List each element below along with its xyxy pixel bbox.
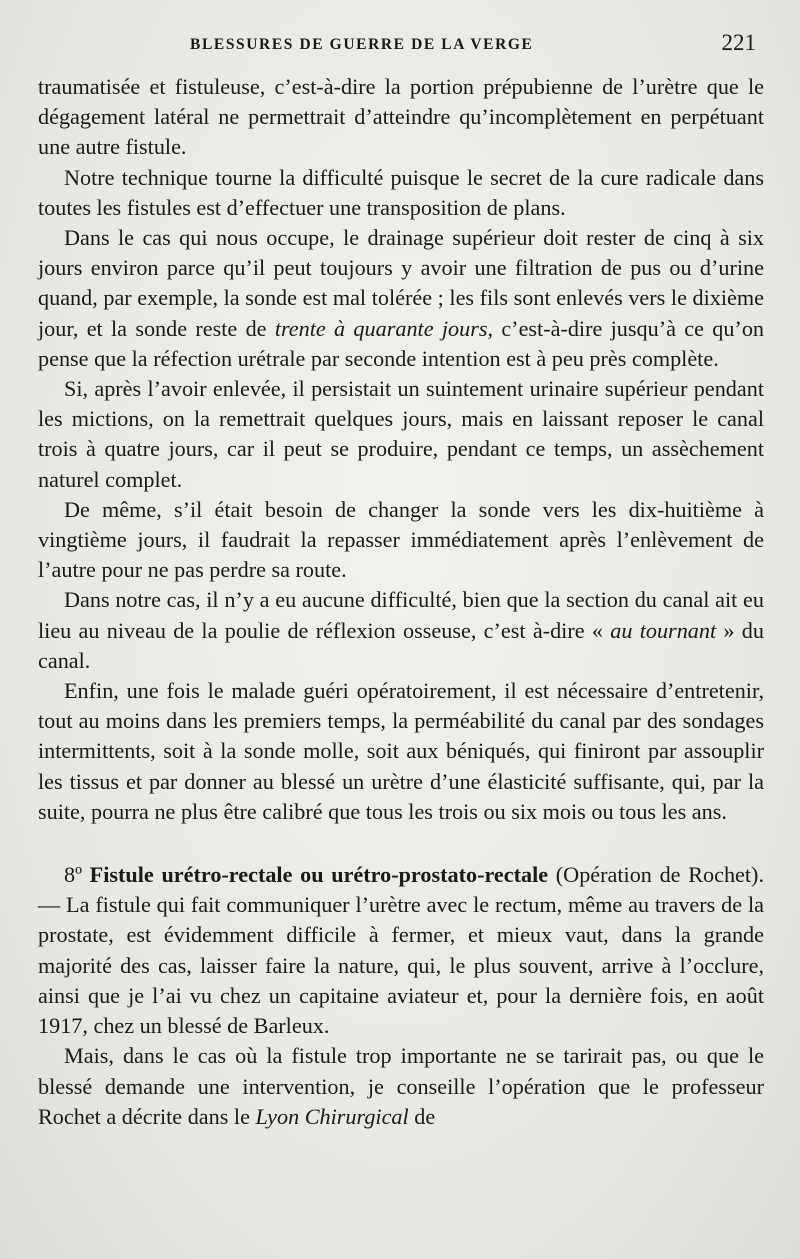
paragraph-text: Dans notre cas, il n’y a eu aucune difficulté, bien que la section du canal ait eu lieu au niveau de la poulie de réflexion osseuse, c’est à-dire « — [38, 587, 764, 643]
paragraph — [38, 1041, 764, 1132]
section-title: Fistule urétro-rectale ou urétro-prostato-rectale — [89, 862, 549, 888]
paragraph-text: , c’est-à-dire jusqu’à ce qu’on pense que la réfection urétrale par seconde intention est à peu près complète. — [38, 315, 765, 371]
journal-title: Lyon Chirurgical — [255, 1103, 409, 1129]
paragraph-text: Mais, dans le cas où la fistule trop importante ne se tarirait pas, ou que le blessé demande une intervention, je conseille l’opération que le professeur Rochet a décrite dans le — [38, 1043, 764, 1129]
section-number: 8º — [64, 862, 82, 888]
section-spacer — [38, 827, 764, 860]
section-text: — La fistule qui fait communiquer l’urètre avec le rectum, même au travers de la prostate, est évidemment difficile à fermer, et mieux vaut, dans la grande majorité des cas, laisser faire la nature, qui, le plus souvent, arrive à l’occlure, ainsi que je l’ai vu chez un capitaine aviateur et, pour la dernière fois, en août 1917, chez un blessé de Barleux. — [38, 892, 764, 1039]
section-paragraph — [38, 860, 764, 1041]
paragraph — [38, 163, 764, 223]
paragraph-text: de — [408, 1103, 436, 1129]
paragraph — [38, 495, 764, 586]
paragraph-text: traumatisée et fistuleuse, c’est-à-dire la portion prépubienne de l’urètre que le dégagement latéral ne permettrait d’atteindre qu’incomplètement en perpétuant une autre fistule. — [38, 74, 764, 160]
paragraph — [38, 223, 764, 374]
page-number: 221 — [721, 30, 756, 55]
paragraph-text: » du canal. — [38, 617, 764, 673]
paragraph-text: Enfin, une fois le malade guéri opératoirement, il est nécessaire d’entretenir, tout au moins dans les premiers temps, la perméabilité du canal par des sondages intermittents, soit à la sonde molle, soit aux béniqués, qui finiront par assouplir les tissus et par donner au blessé un urètre d’une élasticité suffisante, qui, par la suite, pourra ne plus être calibré que tous les trois ou six mois ou tous les ans. — [38, 678, 764, 824]
running-title: BLESSURES DE GUERRE DE LA VERGE — [190, 36, 534, 53]
emphasis-text: trente à quarante jours — [274, 315, 488, 341]
running-head — [38, 30, 764, 72]
body-text — [38, 72, 764, 1132]
paragraph-text: Notre technique tourne la difficulté puisque le secret de la cure radicale dans toutes les fistules est d’effectuer une transposition de plans. — [38, 164, 764, 220]
paragraph-text: De même, s’il était besoin de changer la sonde vers les dix-huitième à vingtième jours, il faudrait la repasser immédiatement après l’enlèvement de l’autre pour ne pas perdre sa route. — [38, 496, 764, 583]
paragraph — [38, 374, 764, 495]
paragraph-text: Dans le cas qui nous occupe, le drainage supérieur doit rester de cinq à six jours environ parce qu’il peut toujours y avoir une filtration de pus ou d’urine quand, par exemple, la sonde est mal tolérée ; les fils sont enlevés vers le dixième jour, et la sonde reste de — [38, 225, 764, 341]
paragraph-text: Si, après l’avoir enlevée, il persistait un suintement urinaire supérieur pendant les mictions, on la remettrait quelques jours, mais en laissant reposer le canal trois à quatre jours, car il peut se produire, pendant ce temps, un assèchement naturel complet. — [38, 376, 764, 492]
emphasis-text: au tournant — [610, 617, 717, 643]
section-operation: (Opération de Rochet). — [555, 862, 764, 888]
paragraph — [38, 585, 764, 676]
paragraph — [38, 676, 764, 827]
paragraph-continuation — [38, 72, 764, 163]
